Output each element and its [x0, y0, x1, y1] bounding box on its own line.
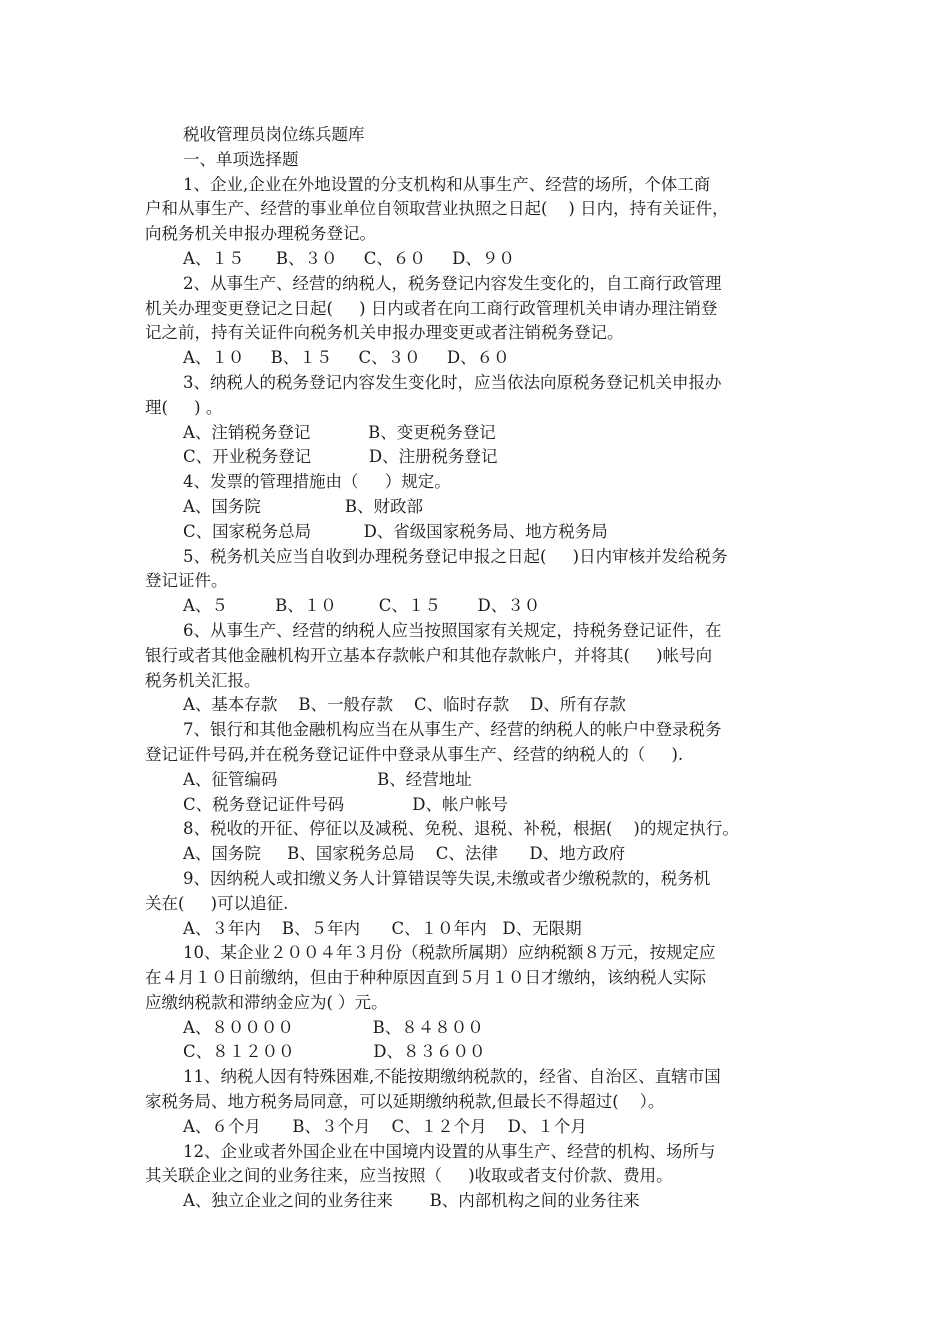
question-list	[145, 173, 810, 1214]
text-line: 银行或者其他金融机构开立基本存款帐户和其他存款帐户，并将其( )帐号向	[145, 645, 713, 665]
text-line: A、８００００ B、８４８００	[183, 1017, 484, 1037]
text-line: 户和从事生产、经营的事业单位自领取营业执照之日起( ) 日内，持有关证件，	[145, 199, 729, 219]
section-heading: 一、单项选择题	[183, 149, 299, 169]
text-line: 1、企业,企业在外地设置的分支机构和从事生产、经营的场所，个体工商	[183, 174, 711, 194]
text-line: A、１５ B、３０ C、６０ D、９０	[183, 248, 515, 268]
text-line: C、开业税务登记 D、注册税务登记	[183, 447, 498, 467]
text-line: 3、纳税人的税务登记内容发生变化时，应当依法向原税务登记机关申报办	[183, 372, 722, 392]
text-line: A、５ B、１０ C、１５ D、３０	[183, 596, 541, 616]
text-line: A、基本存款 B、一般存款 C、临时存款 D、所有存款	[183, 695, 626, 715]
text-line: 登记证件号码,并在税务登记证件中登录从事生产、经营的纳税人的（ ).	[145, 744, 684, 764]
text-line: 关在( )可以追征.	[145, 893, 289, 913]
text-line: 4、发票的管理措施由（ ）规定。	[183, 472, 451, 492]
text-line: C、８１２００ D、８３６００	[183, 1042, 486, 1062]
text-line: A、注销税务登记 B、变更税务登记	[183, 422, 496, 442]
text-line: 10、某企业２００４年３月份（税款所属期）应纳税额８万元，按规定应	[183, 943, 716, 963]
text-line: 其关联企业之间的业务往来，应当按照（ )收取或者支付价款、费用。	[145, 1166, 673, 1186]
text-line: 税务机关汇报。	[145, 670, 261, 690]
text-line: 向税务机关申报办理税务登记。	[145, 224, 376, 244]
text-line: A、独立企业之间的业务往来 B、内部机构之间的业务往来	[183, 1191, 640, 1211]
text-line: 家税务局、地方税务局同意，可以延期缴纳税款,但最长不得超过( ）。	[145, 1092, 665, 1112]
text-line: 7、银行和其他金融机构应当在从事生产、经营的纳税人的帐户中登录税务	[183, 720, 722, 740]
text-line: A、１０ B、１５ C、３０ D、６０	[183, 348, 510, 368]
text-line: A、国务院 B、财政部	[183, 496, 423, 516]
text-line: 机关办理变更登记之日起( ) 日内或者在向工商行政管理机关申请办理注销登	[145, 298, 718, 318]
text-line: 应缴纳税款和滞纳金应为( ）元。	[145, 992, 388, 1012]
text-line: 登记证件。	[145, 571, 228, 591]
text-line: C、国家税务总局 D、省级国家税务局、地方税务局	[183, 521, 608, 541]
text-line: A、国务院 B、国家税务总局 C、法律 D、地方政府	[183, 844, 626, 864]
text-line: A、３年内 B、５年内 C、１０年内 D、无限期	[183, 918, 582, 938]
text-line: A、６个月 B、３个月 C、１２个月 D、１个月	[183, 1116, 587, 1136]
document-title: 税收管理员岗位练兵题库	[183, 125, 365, 144]
text-line: A、征管编码 B、经营地址	[183, 769, 472, 789]
text-line: 9、因纳税人或扣缴义务人计算错误等失误,未缴或者少缴税款的，税务机	[183, 868, 711, 888]
text-line: 记之前，持有关证件向税务机关申报办理变更或者注销税务登记。	[145, 323, 624, 343]
text-line: 理( ) 。	[145, 397, 223, 417]
text-line: 2、从事生产、经营的纳税人，税务登记内容发生变化的，自工商行政管理	[183, 273, 722, 293]
text-line: 11、纳税人因有特殊困难,不能按期缴纳税款的，经省、自治区、直辖市国	[183, 1067, 721, 1087]
text-line: 6、从事生产、经营的纳税人应当按照国家有关规定，持税务登记证件，在	[183, 620, 722, 640]
document-page	[145, 123, 810, 1214]
text-line: 8、税收的开征、停征以及减税、免税、退税、补税，根据( )的规定执行。	[183, 819, 739, 839]
text-line: 12、企业或者外国企业在中国境内设置的从事生产、经营的机构、场所与	[183, 1141, 716, 1161]
text-line: C、税务登记证件号码 D、帐户帐号	[183, 794, 509, 814]
text-line: 5、税务机关应当自收到办理税务登记申报之日起( )日内审核并发给税务	[183, 546, 728, 566]
text-line: 在４月１０日前缴纳，但由于种种原因直到５月１０日才缴纳，该纳税人实际	[145, 968, 706, 988]
